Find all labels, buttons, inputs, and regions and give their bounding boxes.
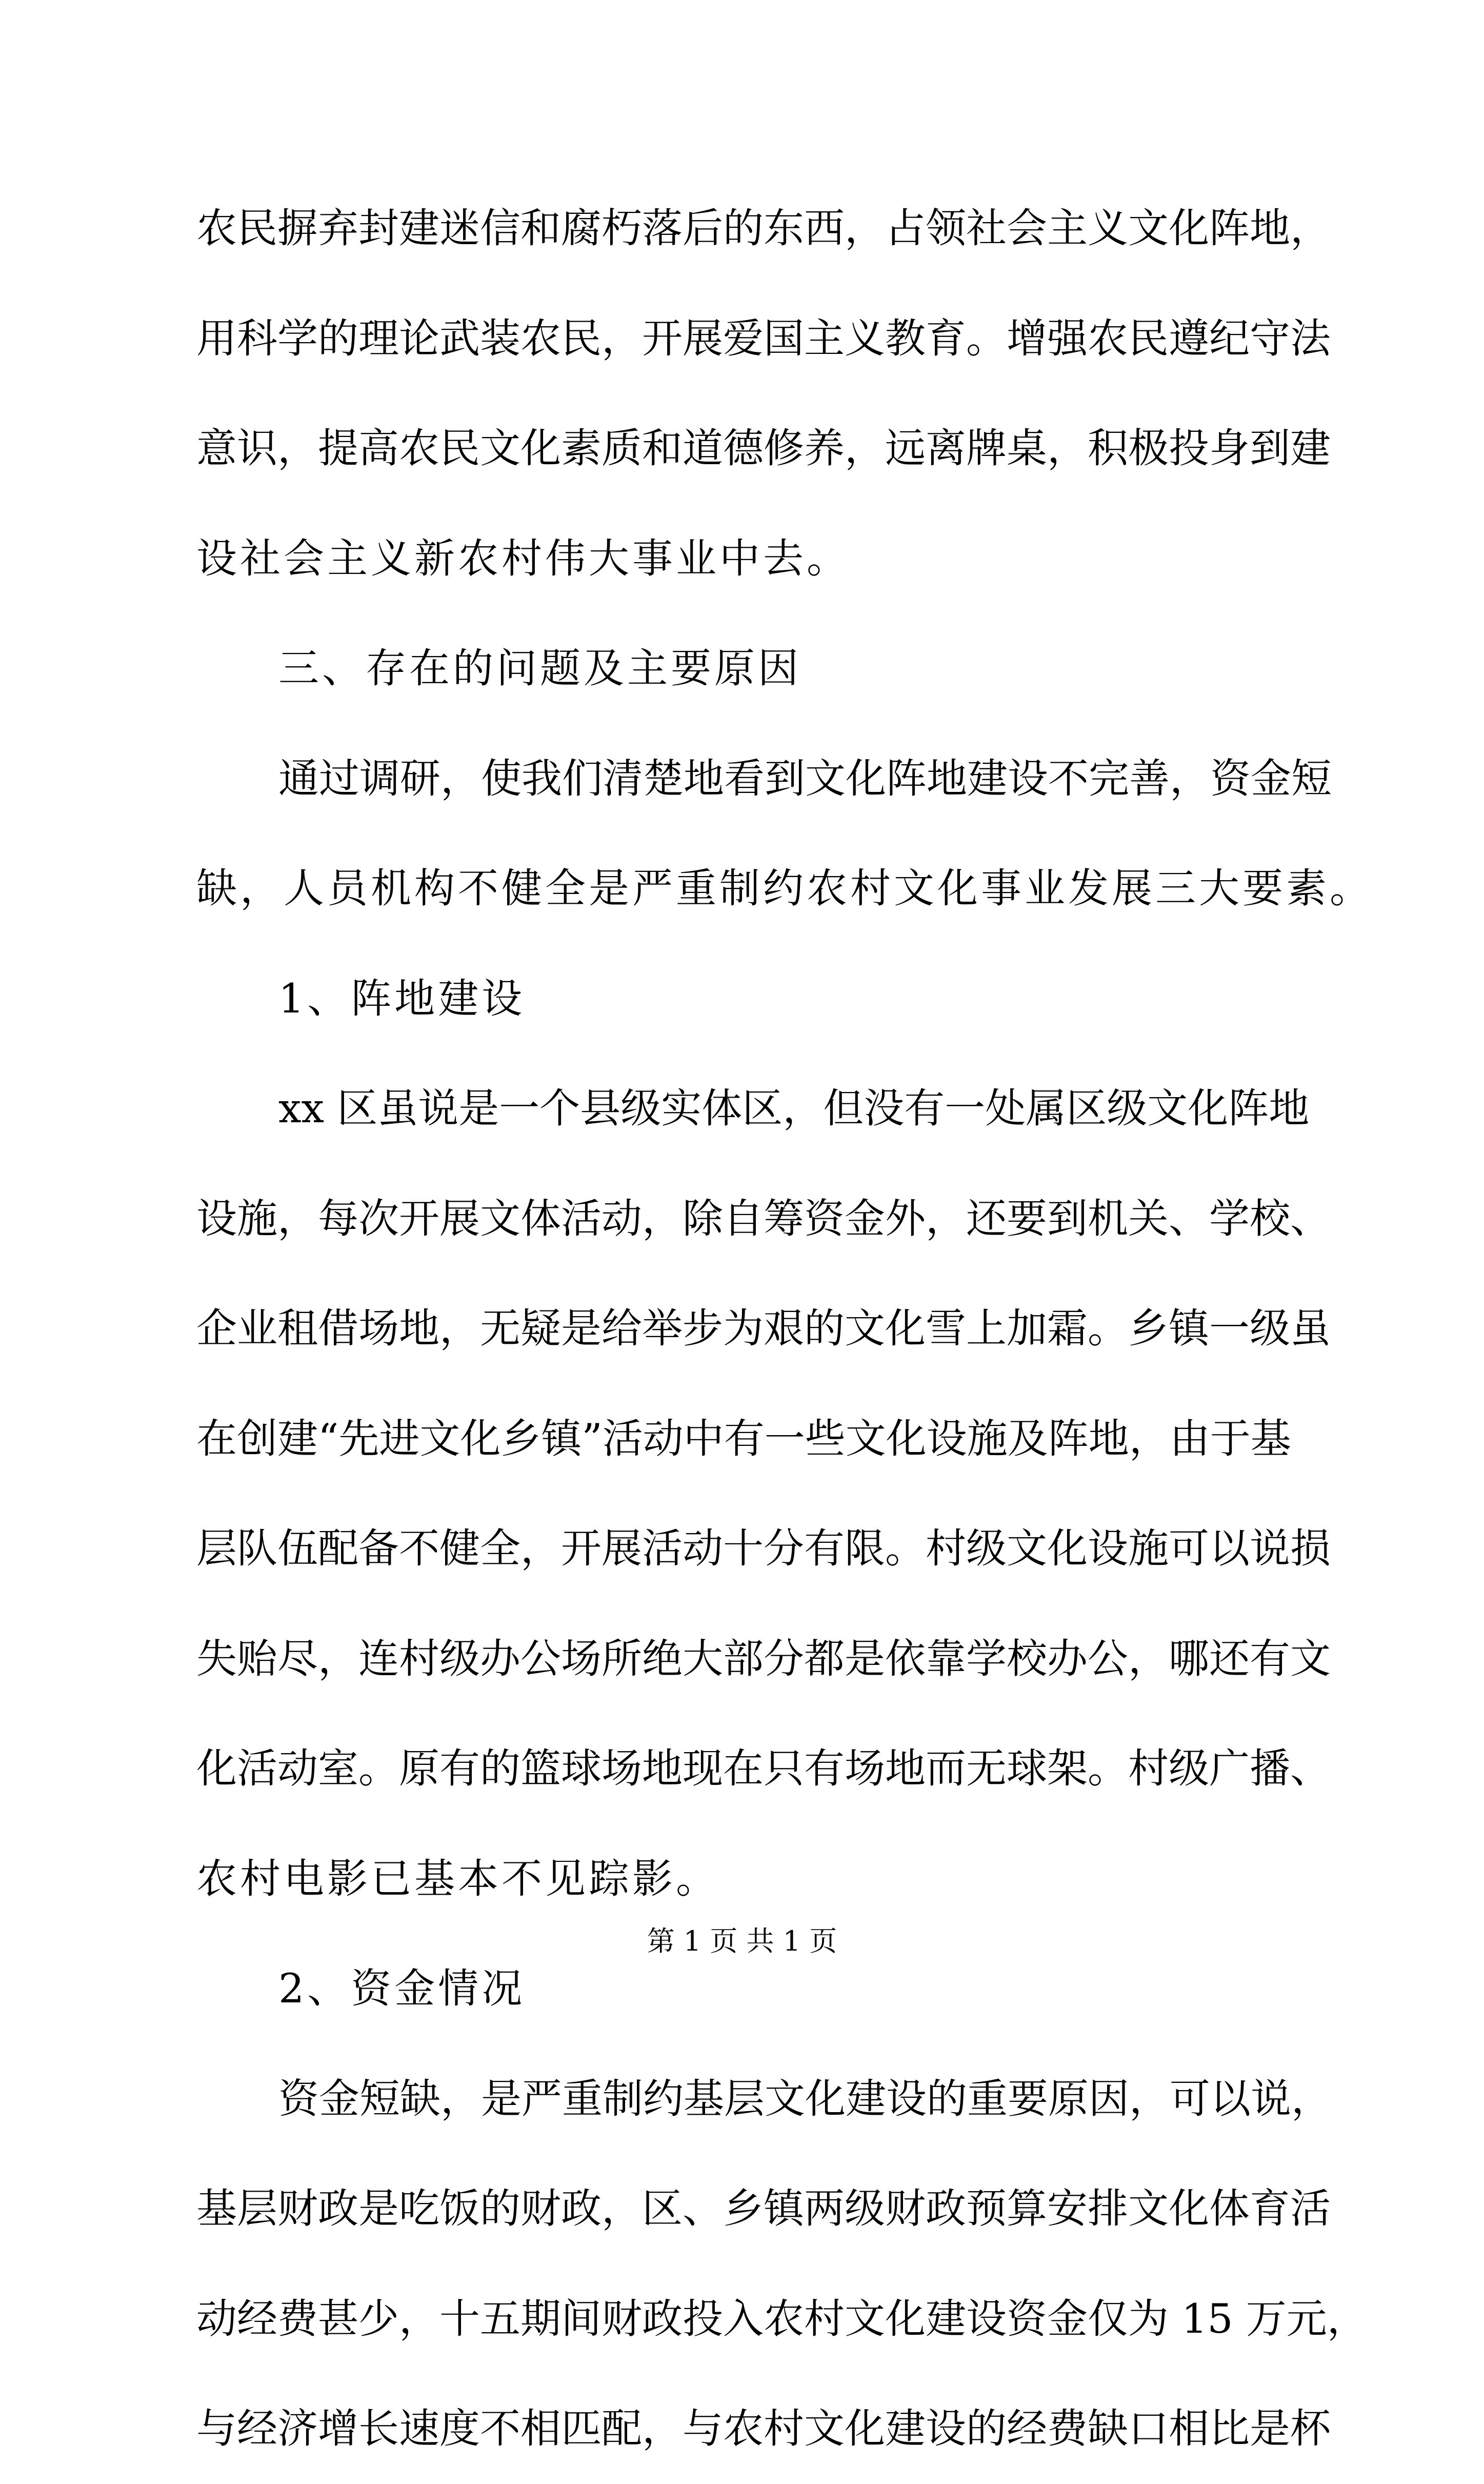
paragraph-line: xx 区虽说是一个县级实体区，但没有一处属区级文化阵地 [278, 1085, 1310, 1132]
paragraph-line: 在创建“先进文化乡镇”活动中有一些文化设施及阵地，由于基 [196, 1415, 1291, 1462]
page-footer: 第 1 页 共 1 页 [647, 1925, 837, 1957]
paragraph-line: 用科学的理论武装农民，开展爱国主义教育。增强农民遵纪守法 [196, 314, 1331, 362]
paragraph-line: 企业租借场地，无疑是给举步为艰的文化雪上加霜。乡镇一级虽 [196, 1305, 1331, 1352]
subsection-heading: 2、资金情况 [278, 1965, 526, 2012]
paragraph-line: 化活动室。原有的篮球场地现在只有场地而无球架。村级广播、 [196, 1745, 1331, 1792]
section-heading: 三、存在的问题及主要原因 [278, 645, 801, 692]
paragraph-line: 资金短缺，是严重制约基层文化建设的重要原因，可以说， [278, 2075, 1332, 2122]
paragraph-line: 设施，每次开展文体活动，除自筹资金外，还要到机关、学校、 [196, 1195, 1331, 1242]
paragraph-line: 动经费甚少，十五期间财政投入农村文化建设资金仅为 15 万元， [196, 2295, 1368, 2342]
paragraph-line: 意识，提高农民文化素质和道德修养，远离牌桌，积极投身到建 [196, 425, 1331, 472]
paragraph-line: 设社会主义新农村伟大事业中去。 [196, 534, 850, 582]
subsection-heading: 1、阵地建设 [278, 975, 526, 1022]
paragraph-line: 农村电影已基本不见踪影。 [196, 1855, 719, 1902]
paragraph-line: 农民摒弃封建迷信和腐朽落后的东西，占领社会主义文化阵地， [196, 205, 1331, 252]
document-body [196, 173, 1373, 2484]
paragraph-line: 失贻尽，连村级办公场所绝大部分都是依靠学校办公，哪还有文 [196, 1635, 1331, 1682]
paragraph-line: 通过调研，使我们清楚地看到文化阵地建设不完善，资金短 [278, 754, 1332, 802]
paragraph-line: 与经济增长速度不相匹配，与农村文化建设的经费缺口相比是杯 [196, 2405, 1331, 2452]
paragraph-line: 层队伍配备不健全，开展活动十分有限。村级文化设施可以说损 [196, 1525, 1331, 1572]
paragraph-line: 缺，人员机构不健全是严重制约农村文化事业发展三大要素。 [196, 865, 1373, 912]
paragraph-line: 基层财政是吃饭的财政，区、乡镇两级财政预算安排文化体育活 [196, 2185, 1331, 2232]
